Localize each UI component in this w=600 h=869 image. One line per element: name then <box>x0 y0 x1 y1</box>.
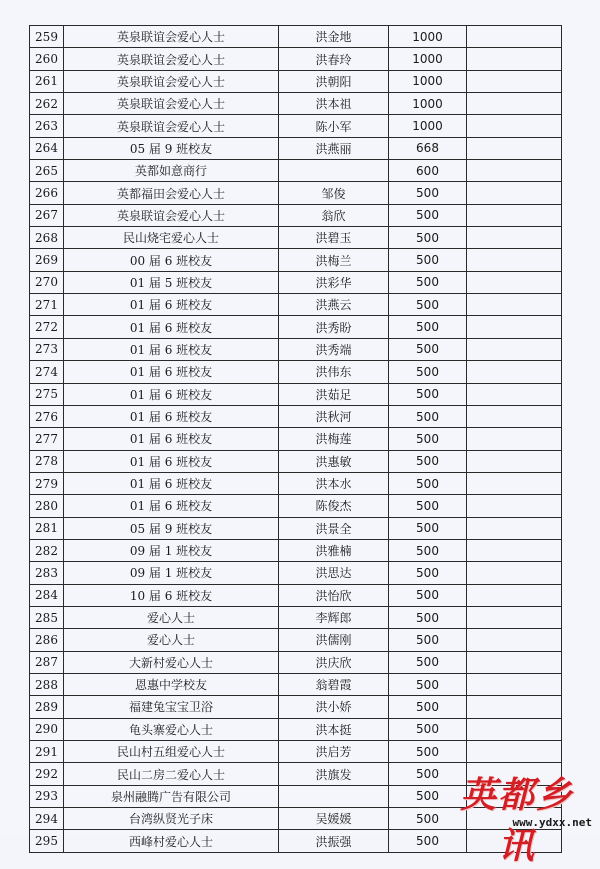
donor-name-cell: 洪秋河 <box>279 405 389 427</box>
remarks-cell <box>467 584 562 606</box>
table-row <box>30 517 562 539</box>
donor-name-cell: 洪春玲 <box>279 48 389 70</box>
donation-amount-cell: 500 <box>389 271 467 293</box>
donor-organization-cell: 英都福田会爱心人士 <box>64 182 279 204</box>
donor-name-cell: 陈俊杰 <box>279 495 389 517</box>
row-number-cell: 267 <box>30 204 64 226</box>
donation-amount-cell: 500 <box>389 785 467 807</box>
table-row <box>30 606 562 628</box>
row-number-cell: 291 <box>30 741 64 763</box>
donor-name-cell: 洪茹足 <box>279 383 389 405</box>
donation-amount-cell: 500 <box>389 651 467 673</box>
row-number-cell: 289 <box>30 696 64 718</box>
donor-name-cell: 洪朝阳 <box>279 70 389 92</box>
donation-amount-cell: 500 <box>389 316 467 338</box>
donor-organization-cell: 福建兔宝宝卫浴 <box>64 696 279 718</box>
row-number-cell: 292 <box>30 763 64 785</box>
donor-organization-cell: 爱心人士 <box>64 606 279 628</box>
donor-organization-cell: 10 届 6 班校友 <box>64 584 279 606</box>
remarks-cell <box>467 673 562 695</box>
donation-amount-cell: 1000 <box>389 70 467 92</box>
donation-amount-cell: 500 <box>389 539 467 561</box>
donor-organization-cell: 01 届 6 班校友 <box>64 338 279 360</box>
donation-amount-cell: 500 <box>389 249 467 271</box>
donor-organization-cell: 英泉联谊会爱心人士 <box>64 204 279 226</box>
table-row <box>30 495 562 517</box>
donor-name-cell: 洪燕丽 <box>279 137 389 159</box>
table-row <box>30 651 562 673</box>
row-number-cell: 283 <box>30 562 64 584</box>
remarks-cell <box>467 271 562 293</box>
donor-organization-cell: 英泉联谊会爱心人士 <box>64 93 279 115</box>
donor-organization-cell: 01 届 6 班校友 <box>64 361 279 383</box>
donor-organization-cell: 09 届 1 班校友 <box>64 562 279 584</box>
donor-organization-cell: 00 届 6 班校友 <box>64 249 279 271</box>
donor-name-cell: 洪雅楠 <box>279 539 389 561</box>
donor-name-cell: 洪思达 <box>279 562 389 584</box>
donation-amount-cell: 500 <box>389 383 467 405</box>
table-row <box>30 629 562 651</box>
table-row <box>30 160 562 182</box>
donor-organization-cell: 01 届 6 班校友 <box>64 495 279 517</box>
donor-table <box>29 25 562 853</box>
remarks-cell <box>467 70 562 92</box>
row-number-cell: 273 <box>30 338 64 360</box>
remarks-cell <box>467 338 562 360</box>
remarks-cell <box>467 405 562 427</box>
donor-organization-cell: 05 届 9 班校友 <box>64 137 279 159</box>
remarks-cell <box>467 249 562 271</box>
donor-organization-cell: 民山二房二爱心人士 <box>64 763 279 785</box>
row-number-cell: 259 <box>30 26 64 48</box>
table-row <box>30 70 562 92</box>
donation-amount-cell: 500 <box>389 405 467 427</box>
row-number-cell: 269 <box>30 249 64 271</box>
donation-amount-cell: 600 <box>389 160 467 182</box>
remarks-cell <box>467 539 562 561</box>
donation-amount-cell: 500 <box>389 294 467 316</box>
donor-organization-cell: 01 届 6 班校友 <box>64 450 279 472</box>
donor-name-cell <box>279 785 389 807</box>
donor-organization-cell: 01 届 6 班校友 <box>64 383 279 405</box>
row-number-cell: 281 <box>30 517 64 539</box>
remarks-cell <box>467 741 562 763</box>
table-row <box>30 137 562 159</box>
remarks-cell <box>467 361 562 383</box>
table-row <box>30 361 562 383</box>
donation-amount-cell: 1000 <box>389 93 467 115</box>
donation-amount-cell: 500 <box>389 495 467 517</box>
row-number-cell: 294 <box>30 808 64 830</box>
table-row <box>30 26 562 48</box>
donor-name-cell: 洪秀端 <box>279 338 389 360</box>
watermark-logo-text: 英都乡讯 <box>459 774 574 867</box>
donor-name-cell: 邹俊 <box>279 182 389 204</box>
table-row <box>30 338 562 360</box>
donor-organization-cell: 09 届 1 班校友 <box>64 539 279 561</box>
remarks-cell <box>467 651 562 673</box>
donor-name-cell: 翁欣 <box>279 204 389 226</box>
remarks-cell <box>467 115 562 137</box>
remarks-cell <box>467 294 562 316</box>
row-number-cell: 285 <box>30 606 64 628</box>
row-number-cell: 286 <box>30 629 64 651</box>
donor-name-cell: 洪庆欣 <box>279 651 389 673</box>
row-number-cell: 277 <box>30 428 64 450</box>
remarks-cell <box>467 562 562 584</box>
remarks-cell <box>467 93 562 115</box>
remarks-cell <box>467 26 562 48</box>
donor-organization-cell: 民山烧宅爱心人士 <box>64 227 279 249</box>
row-number-cell: 282 <box>30 539 64 561</box>
donor-organization-cell: 恩惠中学校友 <box>64 673 279 695</box>
donor-name-cell: 吴媛媛 <box>279 808 389 830</box>
donation-amount-cell: 500 <box>389 763 467 785</box>
donation-amount-cell: 500 <box>389 361 467 383</box>
row-number-cell: 287 <box>30 651 64 673</box>
remarks-cell <box>467 182 562 204</box>
row-number-cell: 278 <box>30 450 64 472</box>
donation-amount-cell: 500 <box>389 227 467 249</box>
row-number-cell: 260 <box>30 48 64 70</box>
donor-organization-cell: 01 届 6 班校友 <box>64 316 279 338</box>
remarks-cell <box>467 428 562 450</box>
donation-amount-cell: 1000 <box>389 48 467 70</box>
donation-amount-cell: 500 <box>389 696 467 718</box>
table-row <box>30 405 562 427</box>
donation-amount-cell: 500 <box>389 629 467 651</box>
donor-name-cell: 洪金地 <box>279 26 389 48</box>
donor-name-cell: 洪秀盼 <box>279 316 389 338</box>
donation-amount-cell: 500 <box>389 718 467 740</box>
donor-organization-cell: 01 届 5 班校友 <box>64 271 279 293</box>
table-row <box>30 696 562 718</box>
table-row <box>30 204 562 226</box>
donation-amount-cell: 500 <box>389 830 467 852</box>
donor-organization-cell: 01 届 6 班校友 <box>64 472 279 494</box>
table-row <box>30 673 562 695</box>
donor-name-cell: 洪燕云 <box>279 294 389 316</box>
donor-name-cell: 洪旗发 <box>279 763 389 785</box>
donation-amount-cell: 500 <box>389 182 467 204</box>
donor-name-cell: 洪小娇 <box>279 696 389 718</box>
table-row <box>30 718 562 740</box>
remarks-cell <box>467 204 562 226</box>
donation-amount-cell: 1000 <box>389 26 467 48</box>
donor-name-cell: 洪怡欣 <box>279 584 389 606</box>
remarks-cell <box>467 606 562 628</box>
table-row <box>30 472 562 494</box>
row-number-cell: 261 <box>30 70 64 92</box>
donor-organization-cell: 01 届 6 班校友 <box>64 405 279 427</box>
row-number-cell: 272 <box>30 316 64 338</box>
donor-name-cell: 陈小军 <box>279 115 389 137</box>
row-number-cell: 270 <box>30 271 64 293</box>
table-row <box>30 539 562 561</box>
table-row <box>30 249 562 271</box>
table-row <box>30 584 562 606</box>
row-number-cell: 275 <box>30 383 64 405</box>
donor-table-body <box>30 26 562 853</box>
table-row <box>30 115 562 137</box>
donor-organization-cell: 英泉联谊会爱心人士 <box>64 48 279 70</box>
donation-amount-cell: 500 <box>389 338 467 360</box>
donor-organization-cell: 英泉联谊会爱心人士 <box>64 115 279 137</box>
donor-organization-cell: 01 届 6 班校友 <box>64 428 279 450</box>
donor-name-cell: 洪本水 <box>279 472 389 494</box>
row-number-cell: 271 <box>30 294 64 316</box>
donor-organization-cell: 英泉联谊会爱心人士 <box>64 26 279 48</box>
row-number-cell: 265 <box>30 160 64 182</box>
remarks-cell <box>467 316 562 338</box>
row-number-cell: 268 <box>30 227 64 249</box>
row-number-cell: 262 <box>30 93 64 115</box>
donor-name-cell: 洪本祖 <box>279 93 389 115</box>
row-number-cell: 279 <box>30 472 64 494</box>
donor-organization-cell: 龟头寨爱心人士 <box>64 718 279 740</box>
donor-organization-cell: 西峰村爱心人士 <box>64 830 279 852</box>
donor-name-cell: 洪惠敏 <box>279 450 389 472</box>
donor-organization-cell: 英泉联谊会爱心人士 <box>64 70 279 92</box>
donation-amount-cell: 500 <box>389 673 467 695</box>
remarks-cell <box>467 450 562 472</box>
donor-name-cell: 洪启芳 <box>279 741 389 763</box>
donation-amount-cell: 500 <box>389 606 467 628</box>
row-number-cell: 266 <box>30 182 64 204</box>
watermark-url: www.ydxx.net <box>512 816 592 829</box>
row-number-cell: 264 <box>30 137 64 159</box>
donation-amount-cell: 500 <box>389 562 467 584</box>
table-row <box>30 271 562 293</box>
donor-name-cell: 洪碧玉 <box>279 227 389 249</box>
table-row <box>30 227 562 249</box>
remarks-cell <box>467 718 562 740</box>
table-row <box>30 316 562 338</box>
table-row <box>30 48 562 70</box>
remarks-cell <box>467 696 562 718</box>
donation-amount-cell: 500 <box>389 428 467 450</box>
donation-amount-cell: 500 <box>389 204 467 226</box>
row-number-cell: 274 <box>30 361 64 383</box>
donor-name-cell: 洪梅兰 <box>279 249 389 271</box>
remarks-cell <box>467 629 562 651</box>
donor-name-cell: 翁碧霞 <box>279 673 389 695</box>
table-row <box>30 182 562 204</box>
site-watermark <box>442 767 592 867</box>
row-number-cell: 293 <box>30 785 64 807</box>
donor-organization-cell: 05 届 9 班校友 <box>64 517 279 539</box>
donor-name-cell: 洪景全 <box>279 517 389 539</box>
donation-amount-cell: 500 <box>389 808 467 830</box>
row-number-cell: 284 <box>30 584 64 606</box>
remarks-cell <box>467 227 562 249</box>
table-row <box>30 741 562 763</box>
donor-organization-cell: 台湾纵贤光子床 <box>64 808 279 830</box>
donor-name-cell: 洪伟东 <box>279 361 389 383</box>
donation-amount-cell: 1000 <box>389 115 467 137</box>
donor-name-cell <box>279 160 389 182</box>
donor-organization-cell: 泉州融腾广告有限公司 <box>64 785 279 807</box>
donation-amount-cell: 500 <box>389 584 467 606</box>
remarks-cell <box>467 137 562 159</box>
row-number-cell: 295 <box>30 830 64 852</box>
remarks-cell <box>467 495 562 517</box>
table-row <box>30 294 562 316</box>
donor-organization-cell: 大新村爱心人士 <box>64 651 279 673</box>
remarks-cell <box>467 160 562 182</box>
row-number-cell: 263 <box>30 115 64 137</box>
row-number-cell: 280 <box>30 495 64 517</box>
donation-amount-cell: 500 <box>389 741 467 763</box>
donor-organization-cell: 英都如意商行 <box>64 160 279 182</box>
remarks-cell <box>467 517 562 539</box>
table-row <box>30 428 562 450</box>
donation-amount-cell: 500 <box>389 450 467 472</box>
remarks-cell <box>467 472 562 494</box>
donor-name-cell: 洪儒刚 <box>279 629 389 651</box>
table-row <box>30 383 562 405</box>
donor-name-cell: 洪彩华 <box>279 271 389 293</box>
table-row <box>30 450 562 472</box>
donor-organization-cell: 01 届 6 班校友 <box>64 294 279 316</box>
donation-amount-cell: 500 <box>389 472 467 494</box>
row-number-cell: 290 <box>30 718 64 740</box>
table-row <box>30 93 562 115</box>
donor-organization-cell: 爱心人士 <box>64 629 279 651</box>
donor-name-cell: 李辉郎 <box>279 606 389 628</box>
row-number-cell: 288 <box>30 673 64 695</box>
donor-name-cell: 洪梅莲 <box>279 428 389 450</box>
table-row <box>30 562 562 584</box>
remarks-cell <box>467 383 562 405</box>
row-number-cell: 276 <box>30 405 64 427</box>
donor-name-cell: 洪本挺 <box>279 718 389 740</box>
donor-name-cell: 洪振强 <box>279 830 389 852</box>
remarks-cell <box>467 48 562 70</box>
donor-organization-cell: 民山村五组爱心人士 <box>64 741 279 763</box>
donation-amount-cell: 668 <box>389 137 467 159</box>
donation-amount-cell: 500 <box>389 517 467 539</box>
